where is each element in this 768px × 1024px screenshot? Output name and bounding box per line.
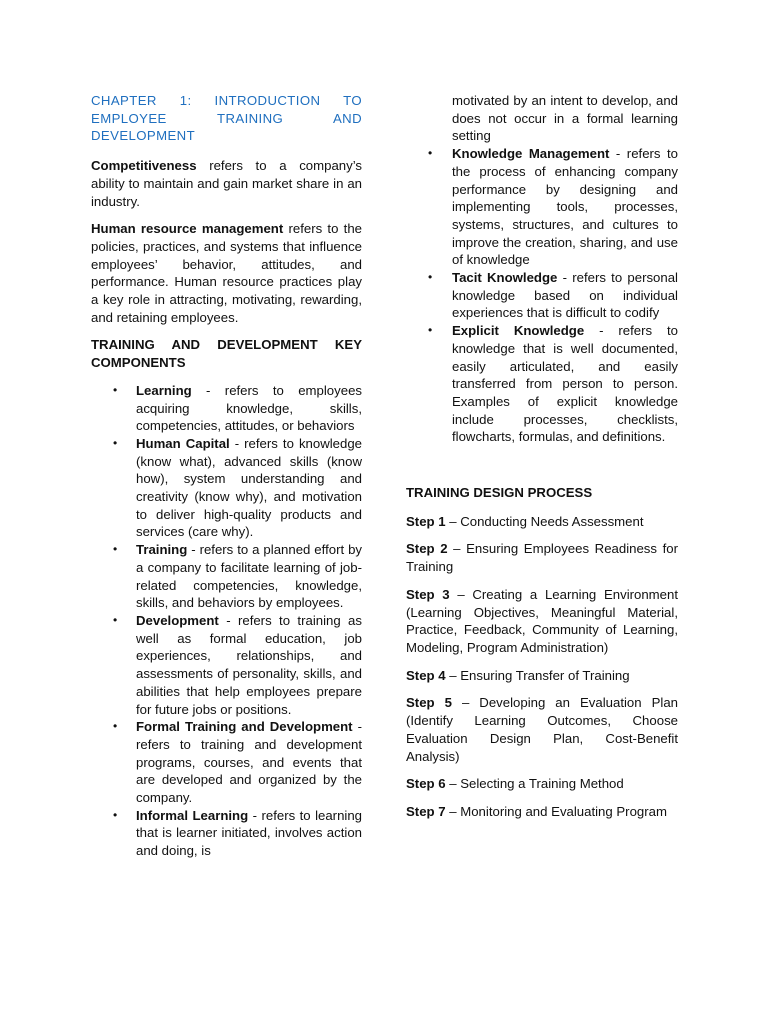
component-text: - refers to a planned effort by a company to facilitate learning of job-related competencies, knowledge, skills, and behaviors by employees. [136, 542, 362, 611]
step-item [406, 540, 678, 575]
bullet-icon: • [113, 382, 118, 397]
components-list [91, 382, 362, 860]
definition-text: refers to the policies, practices, and systems that influence employees’ behavior, attitudes, and performance. Human resource practices play a key role in attracting, motivating, rewarding, and retaining employees. [91, 221, 362, 325]
list-item [91, 612, 362, 718]
definition-text: refers to a company’s ability to maintain and gain market share in an industry. [91, 158, 362, 209]
step-label: Step 1 [406, 513, 446, 529]
process-heading: TRAINING DESIGN PROCESS [406, 485, 593, 501]
left-column [91, 92, 362, 860]
knowledge-term: Explicit Knowledge [452, 323, 585, 339]
knowledge-text: - refers to knowledge that is well documented, easily articulated, and easily transferred from person to person. Examples of explicit knowledge include processes, checklists, flowcharts, formulas, and definitions. [452, 323, 678, 445]
list-item [406, 322, 678, 446]
component-term: Development [136, 612, 219, 628]
component-term: Informal Learning [136, 807, 249, 823]
component-text: - refers to training as well as formal education, job experiences, relationships, and assessments of personality, skills, and abilities that help employees prepare for future jobs or positions. [136, 612, 362, 717]
knowledge-term: Tacit Knowledge [452, 270, 558, 286]
component-text: - refers to learning that is learner initiated, involves action and doing, is [136, 807, 362, 859]
chapter-heading: CHAPTER 1: INTRODUCTION TO EMPLOYEE TRAINING AND DEVELOPMENT [91, 93, 362, 144]
definition-hrm [91, 220, 362, 326]
right-column [406, 92, 678, 831]
knowledge-text: - refers to personal knowledge based on individual experiences that is difficult to codify [452, 270, 678, 321]
knowledge-list [406, 145, 678, 446]
step-label: Step 7 [406, 803, 446, 819]
step-item [406, 694, 678, 765]
list-item [91, 435, 362, 541]
list-item [406, 145, 678, 269]
knowledge-term: Knowledge Management [452, 146, 610, 162]
knowledge-text: - refers to the process of enhancing company performance by designing and implementing tools, processes, systems, structures, and cultures to improve the creation, sharing, and use of knowledge [452, 146, 679, 268]
bullet-icon: • [113, 542, 118, 557]
steps-list [406, 513, 678, 821]
step-label: Step 3 [406, 586, 450, 602]
step-label: Step 6 [406, 776, 446, 792]
component-text: - refers to employees acquiring knowledge, skills, competencies, attitudes, or behaviors [136, 382, 362, 434]
component-term: Training [136, 542, 188, 558]
definition-term: Human resource management [91, 221, 284, 237]
step-text: – Ensuring Transfer of Training [445, 667, 630, 683]
list-item [91, 541, 362, 612]
component-text: - refers to training and development programs, courses, and events that are developed and organized by the company. [136, 719, 362, 806]
step-item [406, 586, 678, 657]
bullet-icon: • [113, 612, 118, 627]
component-term: Formal Training and Development [136, 719, 353, 735]
component-term: Human Capital [136, 435, 230, 451]
step-text: – Selecting a Training Method [445, 776, 624, 792]
continuation-text: motivated by an intent to develop, and does not occur in a formal learning setting [452, 93, 678, 144]
list-item [91, 718, 362, 807]
components-heading: TRAINING AND DEVELOPMENT KEY COMPONENTS [91, 337, 362, 371]
bullet-icon: • [428, 270, 433, 285]
bullet-icon: • [428, 146, 433, 161]
step-label: Step 5 [406, 695, 452, 711]
component-term: Learning [136, 382, 192, 398]
step-text: – Ensuring Employees Readiness for Training [406, 541, 679, 575]
definition-term: Competitiveness [91, 158, 197, 174]
step-text: – Creating a Learning Environment (Learning Objectives, Meaningful Material, Practice, Feedback, Community of Learning, Modeling, Program Administration) [406, 586, 678, 655]
step-text: – Developing an Evaluation Plan (Identify Learning Outcomes, Choose Evaluation Design Plan, Cost-Benefit Analysis) [406, 695, 678, 764]
step-text: – Conducting Needs Assessment [445, 513, 644, 529]
step-label: Step 2 [406, 541, 448, 557]
bullet-icon: • [113, 807, 118, 822]
step-label: Step 4 [406, 667, 446, 683]
step-text: – Monitoring and Evaluating Program [445, 803, 667, 819]
step-item [406, 803, 678, 821]
list-item [406, 269, 678, 322]
component-text: - refers to knowledge (know what), advanced skills (know how), system understanding and creativity (know why), and motivation to deliver high-quality products and services (care why). [136, 435, 362, 540]
step-item [406, 667, 678, 685]
bullet-icon: • [113, 719, 118, 734]
bullet-icon: • [113, 435, 118, 450]
definition-competitiveness [91, 157, 362, 210]
list-item [91, 807, 362, 860]
step-item [406, 775, 678, 793]
bullet-icon: • [428, 323, 433, 338]
list-item [91, 382, 362, 435]
step-item [406, 513, 678, 531]
